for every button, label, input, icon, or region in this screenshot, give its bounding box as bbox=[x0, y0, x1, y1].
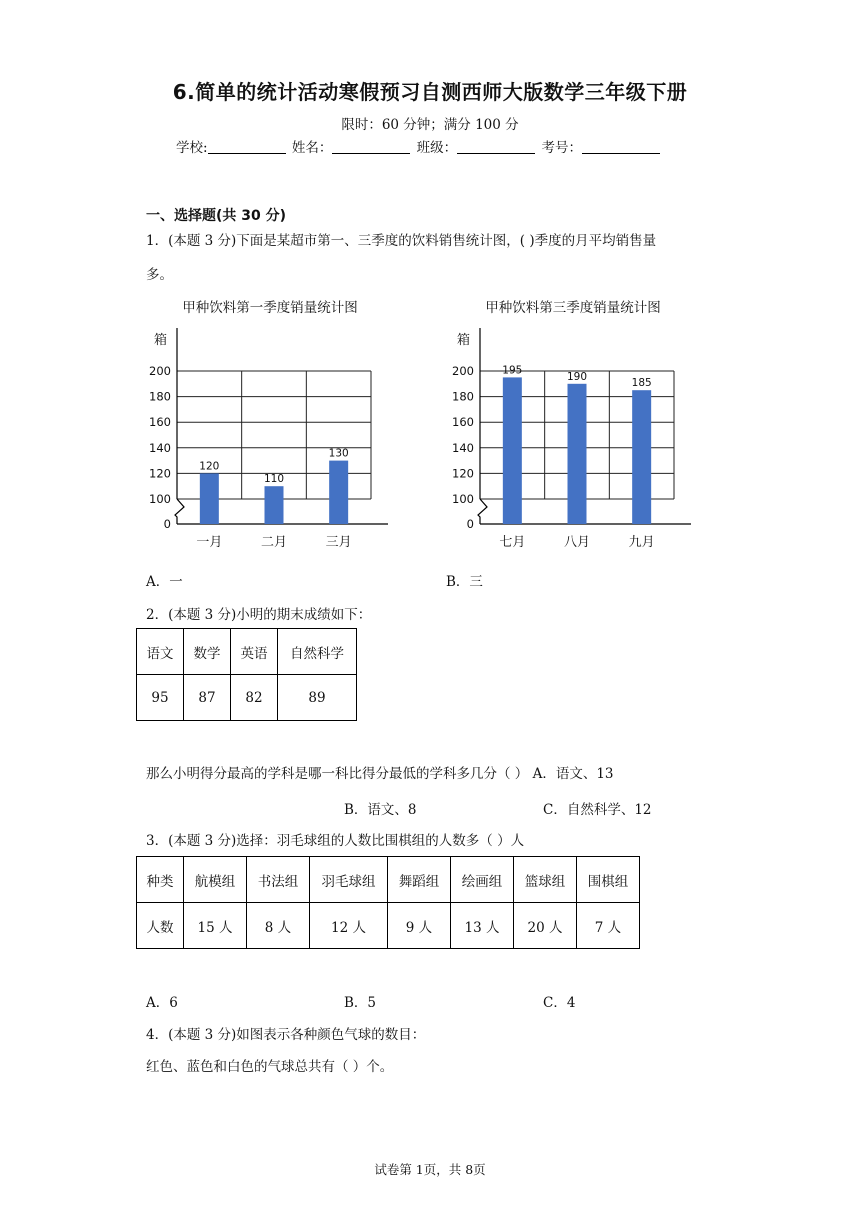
q3-header-cell: 航模组 bbox=[184, 857, 247, 903]
q3-header-cell: 篮球组 bbox=[514, 857, 577, 903]
section-heading: 一、选择题(共 30 分) bbox=[146, 208, 287, 224]
q3-header-cell: 绘画组 bbox=[451, 857, 514, 903]
data-label: 110 bbox=[263, 473, 285, 486]
y-axis-label: 箱 bbox=[154, 333, 168, 348]
x-tick-label: 八月 bbox=[563, 535, 591, 550]
q3-header-cell: 舞蹈组 bbox=[388, 857, 451, 903]
q2-option-a[interactable]: A．语文、13 bbox=[532, 766, 614, 782]
q3-group-table bbox=[136, 856, 640, 949]
q3-option-b[interactable]: B．5 bbox=[344, 995, 377, 1011]
bar bbox=[329, 461, 348, 524]
x-tick-label: 三月 bbox=[325, 535, 352, 550]
q2-value-cell: 89 bbox=[278, 675, 357, 721]
q3-value-cell: 13 人 bbox=[451, 903, 514, 949]
y-tick-label: 0 bbox=[466, 517, 474, 531]
q2-header-cell: 数学 bbox=[184, 629, 231, 675]
chart-title: 甲种饮料第三季度销量统计图 bbox=[485, 300, 661, 316]
page-footer: 试卷第 1页，共 8页 bbox=[374, 1162, 486, 1177]
y-tick-label: 180 bbox=[149, 389, 171, 404]
page-title: 6.简单的统计活动寒假预习自测西师大版数学三年级下册 bbox=[172, 80, 688, 104]
x-tick-label: 二月 bbox=[260, 535, 288, 550]
q2-question-text: 那么小明得分最高的学科是哪一科比得分最低的学科多几分（ ） bbox=[146, 766, 529, 782]
q3-value-cell: 15 人 bbox=[184, 903, 247, 949]
q3-header-cell: 书法组 bbox=[247, 857, 310, 903]
y-tick-label: 140 bbox=[149, 440, 171, 455]
school-blank[interactable] bbox=[208, 140, 286, 154]
chart-title: 甲种饮料第一季度销量统计图 bbox=[182, 300, 358, 316]
y-tick-label: 160 bbox=[149, 415, 171, 430]
q2-option-c[interactable]: C．自然科学、12 bbox=[543, 802, 652, 818]
q3-stem: 3．(本题 3 分)选择：羽毛球组的人数比围棋组的人数多（ ）人 bbox=[146, 833, 525, 849]
q3-value-cell: 7 人 bbox=[577, 903, 640, 949]
y-tick-label: 100 bbox=[452, 492, 474, 506]
q3-value-cell: 8 人 bbox=[247, 903, 310, 949]
y-axis-label: 箱 bbox=[457, 333, 471, 348]
q1-option-b[interactable]: B．三 bbox=[446, 574, 483, 590]
q3-option-a[interactable]: A．6 bbox=[146, 995, 178, 1011]
q3-value-cell: 人数 bbox=[137, 903, 184, 949]
q3-value-cell: 20 人 bbox=[514, 903, 577, 949]
q3-value-cell: 9 人 bbox=[388, 903, 451, 949]
name-blank[interactable] bbox=[332, 140, 410, 154]
q2-question bbox=[146, 764, 614, 784]
q2-stem: 2．(本题 3 分)小明的期末成绩如下： bbox=[146, 607, 372, 623]
name-label: 姓名： bbox=[291, 140, 333, 156]
exam-number-blank[interactable] bbox=[582, 140, 660, 154]
q3-value-cell: 12 人 bbox=[310, 903, 388, 949]
axis-break bbox=[175, 499, 184, 524]
q3-header-cell: 种类 bbox=[137, 857, 184, 903]
y-tick-label: 120 bbox=[149, 466, 171, 481]
x-tick-label: 一月 bbox=[196, 535, 223, 550]
q4-line2: 红色、蓝色和白色的气球总共有（ ）个。 bbox=[146, 1059, 394, 1075]
q4-stem: 4．(本题 3 分)如图表示各种颜色气球的数目： bbox=[146, 1027, 426, 1043]
bar bbox=[632, 390, 651, 524]
data-label: 130 bbox=[328, 447, 349, 460]
time-limit: 限时：60 分钟；满分 100 分 bbox=[341, 117, 519, 133]
q2-header-cell: 语文 bbox=[137, 629, 184, 675]
x-tick-label: 九月 bbox=[628, 535, 655, 550]
bar bbox=[265, 486, 284, 524]
data-label: 190 bbox=[566, 370, 588, 383]
q2-option-b[interactable]: B．语文、8 bbox=[344, 802, 417, 818]
bar bbox=[200, 473, 219, 524]
exam-number-label: 考号： bbox=[541, 140, 582, 156]
data-label: 120 bbox=[199, 460, 220, 473]
x-tick-label: 七月 bbox=[499, 535, 526, 550]
student-info-line bbox=[176, 136, 662, 156]
q2-value-cell: 95 bbox=[137, 675, 184, 721]
class-blank[interactable] bbox=[457, 140, 535, 154]
y-tick-label: 120 bbox=[452, 466, 474, 481]
q3-header-cell: 羽毛球组 bbox=[310, 857, 388, 903]
class-label: 班级： bbox=[416, 140, 458, 156]
y-tick-label: 160 bbox=[452, 415, 474, 430]
q3-header-cell: 围棋组 bbox=[577, 857, 640, 903]
y-tick-label: 200 bbox=[149, 364, 171, 378]
q1-option-a[interactable]: A．一 bbox=[146, 574, 183, 590]
data-label: 195 bbox=[502, 364, 523, 377]
y-tick-label: 100 bbox=[149, 492, 171, 506]
data-label: 185 bbox=[631, 377, 652, 390]
y-tick-label: 0 bbox=[163, 517, 171, 531]
y-tick-label: 200 bbox=[452, 364, 474, 378]
axis-break bbox=[478, 499, 487, 524]
school-label: 学校: bbox=[176, 140, 208, 156]
chart-q1 bbox=[140, 290, 400, 560]
q1-stem-line2: 多。 bbox=[146, 267, 173, 283]
q2-score-table bbox=[136, 628, 357, 721]
bar bbox=[503, 377, 522, 524]
q2-value-cell: 87 bbox=[184, 675, 231, 721]
chart-q3 bbox=[443, 290, 703, 560]
q1-stem-line1: 1．(本题 3 分)下面是某超市第一、三季度的饮料销售统计图，( )季度的月平均销售量 bbox=[146, 233, 657, 249]
bar bbox=[568, 384, 587, 524]
q2-header-cell: 英语 bbox=[231, 629, 278, 675]
q2-header-cell: 自然科学 bbox=[278, 629, 357, 675]
q3-option-c[interactable]: C．4 bbox=[543, 995, 576, 1011]
q2-value-cell: 82 bbox=[231, 675, 278, 721]
y-tick-label: 180 bbox=[452, 389, 474, 404]
y-tick-label: 140 bbox=[452, 440, 474, 455]
